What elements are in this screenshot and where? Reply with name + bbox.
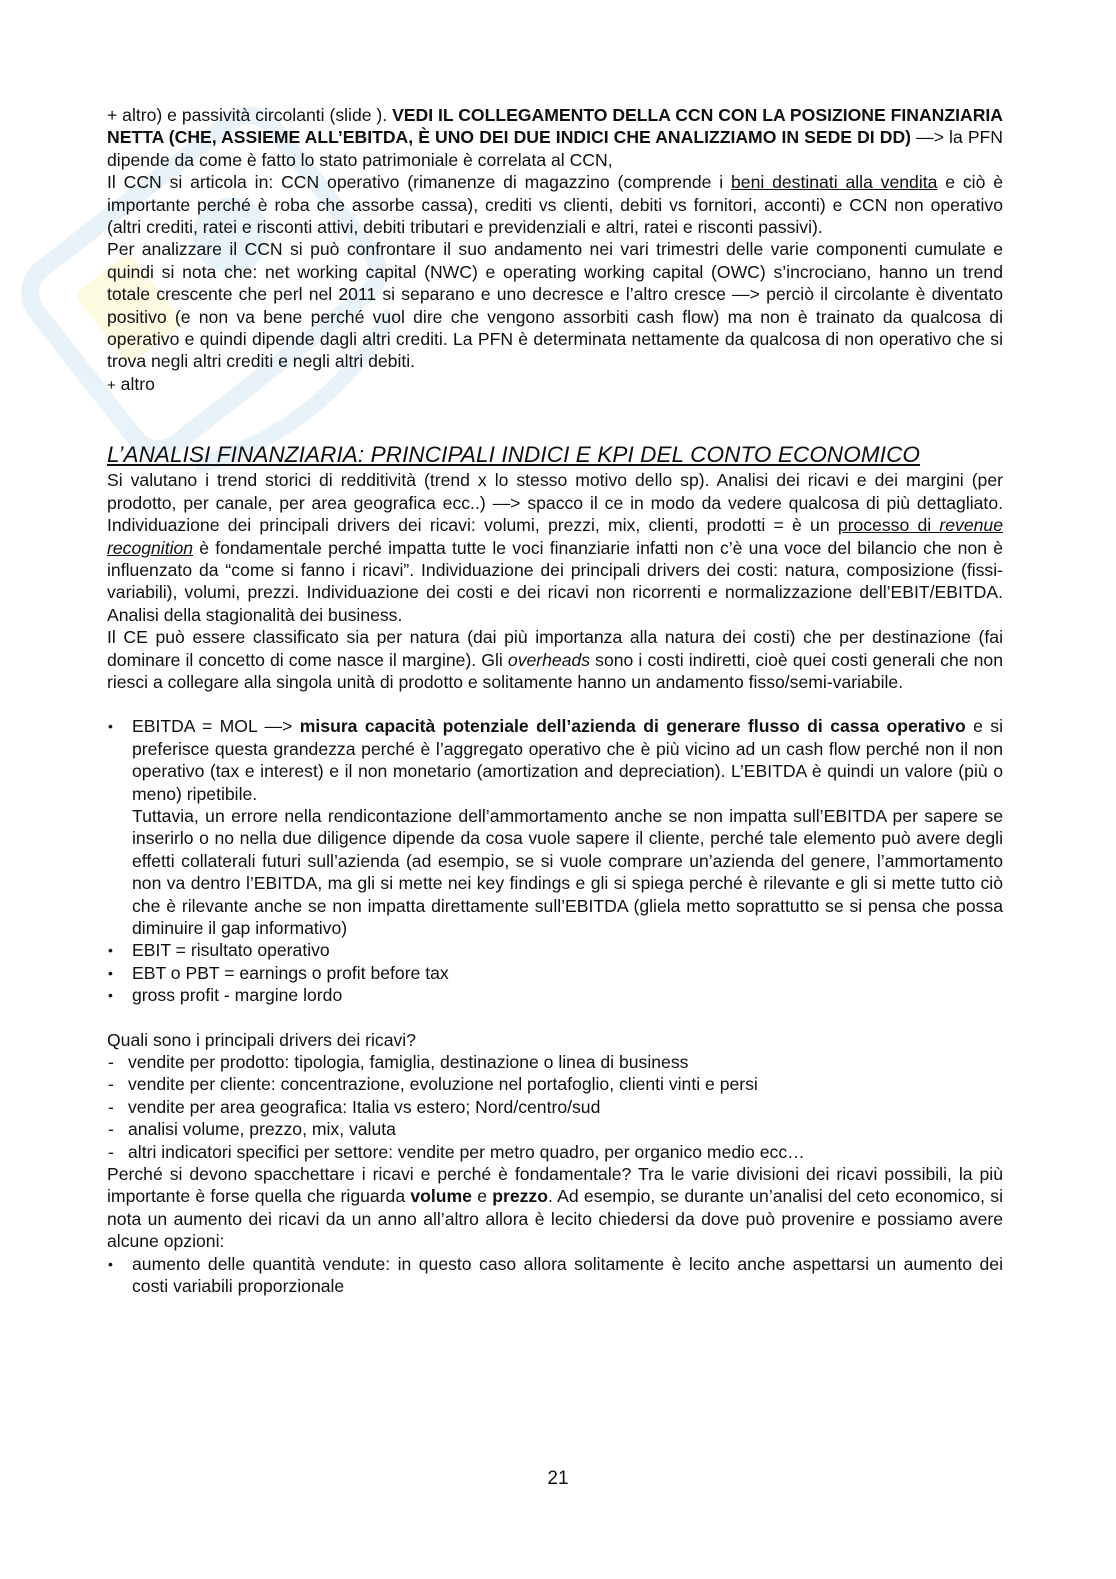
list-item: • aumento delle quantità vendute: in questo caso allora solitamente è lecito anche aspettarsi un aumento dei costi variabili proporzionale	[107, 1253, 1003, 1298]
drivers-dash-list	[107, 1051, 1003, 1163]
paragraph-trend-redditivita: Si valutano i trend storici di redditività (trend x lo stesso motivo dello sp). Analisi dei ricavi e dei margini (per prodotto, per canale, per area geografica ecc..) —> spacco il ce in modo da vedere qualcosa di più dettagliato. Individuazione dei principali drivers dei ricavi: volumi, prezzi, mix, clienti, prodotti = è un processo di revenue recognition è fondamentale perché impatta tutte le voci finanziarie infatti non c’è una voce del bilancio che non è influenzato da “come si fanno i ricavi”. Individuazione dei principali drivers dei costi: natura, composizione (fissi-variabili), volumi, prezzi. Individuazione dei costi e dei ricavi non ricorrenti e normalizzazione dell’EBIT/EBITDA. Analisi della stagionalità dei business.	[107, 470, 1003, 625]
plus-altro-line: + altro	[107, 373, 155, 394]
list-item: - analisi volume, prezzo, mix, valuta	[107, 1118, 1003, 1140]
paragraph-ccn-analisi: Per analizzare il CCN si può confrontare il suo andamento nei vari trimestri delle varie componenti cumulate e quindi si nota che: net working capital (NWC) e operating working capital (OWC) s’incrociano, hanno un trend totale crescente che perl nel 2011 si separano e uno decresce e l’altro cresce —> perciò il circolante è diventato positivo (e non va bene perché vuol dire che vengono assorbiti cash flow) ma non è trainato da qualcosa di operativo e quindi dipende dagli altri crediti. La PFN è determinata nettamente da qualcosa di non operativo che si trova negli altri crediti e negli altri debiti.	[107, 239, 1003, 372]
paragraph-spacchettare-ricavi: Perché si devono spacchettare i ricavi e perché è fondamentale? Tra le varie divisioni dei ricavi possibili, la più importante è forse quella che riguarda volume e prezzo. Ad esempio, se durante un’analisi del ceto economico, si nota un aumento dei ricavi da un anno all’altro allora è lecito chiedersi da dove può provenire e possiamo avere alcune opzioni:	[107, 1164, 1004, 1252]
paragraph-ce-classificazione: Il CE può essere classificato sia per natura (dai più importanza alla natura dei costi) che per destinazione (fai dominare il concetto di come nasce il margine). Gli overheads sono i costi indiretti, cioè quei costi generali che non riesci a collegare alla singola unità di prodotto e solitamente hanno un andamento fisso/semi-variabile.	[107, 627, 1003, 692]
paragraph-ccn-articolazione: Il CCN si articola in: CCN operativo (rimanenze di magazzino (comprende i beni destinati alla vendita e ciò è importante perché è roba che assorbe cassa), crediti vs clienti, debiti vs fornitori, acconti) e CCN non operativo (altri crediti, ratei e risconti attivi, debiti tributari e previdenziali e altri, ratei e risconti passivi).	[107, 172, 1003, 238]
list-item-gross-profit: • gross profit - margine lordo	[107, 984, 1003, 1006]
list-item-ebitda: • EBITDA = MOL —> misura capacità potenziale dell’azienda di generare flusso di cassa operativo e si preferisce questa grandezza perché è l’aggregato operativo che è più vicino ad un cash flow perché non il non operativo (tax e interest) e il non monetario (amortization and depreciation). L’EBITDA è quindi un valore (più o meno) ripetibile. Tuttavia, un errore nella rendicontazione dell’ammortamento anche se non impatta sull’EBITDA per sapere se inserirlo o no nella due diligence dipende da cosa vuole sapere il cliente, perché tale elemento può avere degli effetti collaterali futuri sull’azienda (ad esempio, se si vuole comprare un’azienda del genere, l’ammortamento non va dentro l’EBITDA, ma gli si mette nei key findings e gli si spiega perché è rilevante e gli si mette tutto ciò che è rilevante anche se non impatta direttamente sull’EBITDA (gliela metto soprattutto se si pensa che possa diminuire il gap informativo)	[107, 715, 1003, 939]
drivers-question: Quali sono i principali drivers dei ricavi?	[107, 1029, 416, 1050]
page-number: 21	[547, 1468, 569, 1489]
options-bullet-list	[107, 1253, 1003, 1298]
list-item: - altri indicatori specifici per settore: vendite per metro quadro, per organico medio ecc…	[107, 1141, 1003, 1163]
list-item-ebit: • EBIT = risultato operativo	[107, 939, 1003, 961]
paragraph-ccn-pfn: + altro) e passività circolanti (slide ). VEDI IL COLLEGAMENTO DELLA CCN CON LA POSIZIONE FINANZIARIA NETTA (CHE, ASSIEME ALL’EBITDA, È UNO DEI DUE INDICI CHE ANALIZZIAMO IN SEDE DI DD) —> la PFN dipende da come è fatto lo stato patrimoniale è correlata al CCN,	[107, 105, 1004, 170]
page-content	[107, 104, 1003, 1298]
section-heading: L’ANALISI FINANZIARIA: PRINCIPALI INDICI E KPI DEL CONTO ECONOMICO	[107, 442, 921, 468]
list-item: - vendite per area geografica: Italia vs estero; Nord/centro/sud	[107, 1096, 1003, 1118]
list-item: - vendite per prodotto: tipologia, famiglia, destinazione o linea di business	[107, 1051, 1003, 1073]
kpi-bullet-list	[107, 715, 1003, 1006]
list-item-ebt: • EBT o PBT = earnings o profit before tax	[107, 962, 1003, 984]
list-item: - vendite per cliente: concentrazione, evoluzione nel portafoglio, clienti vinti e persi	[107, 1073, 1003, 1095]
